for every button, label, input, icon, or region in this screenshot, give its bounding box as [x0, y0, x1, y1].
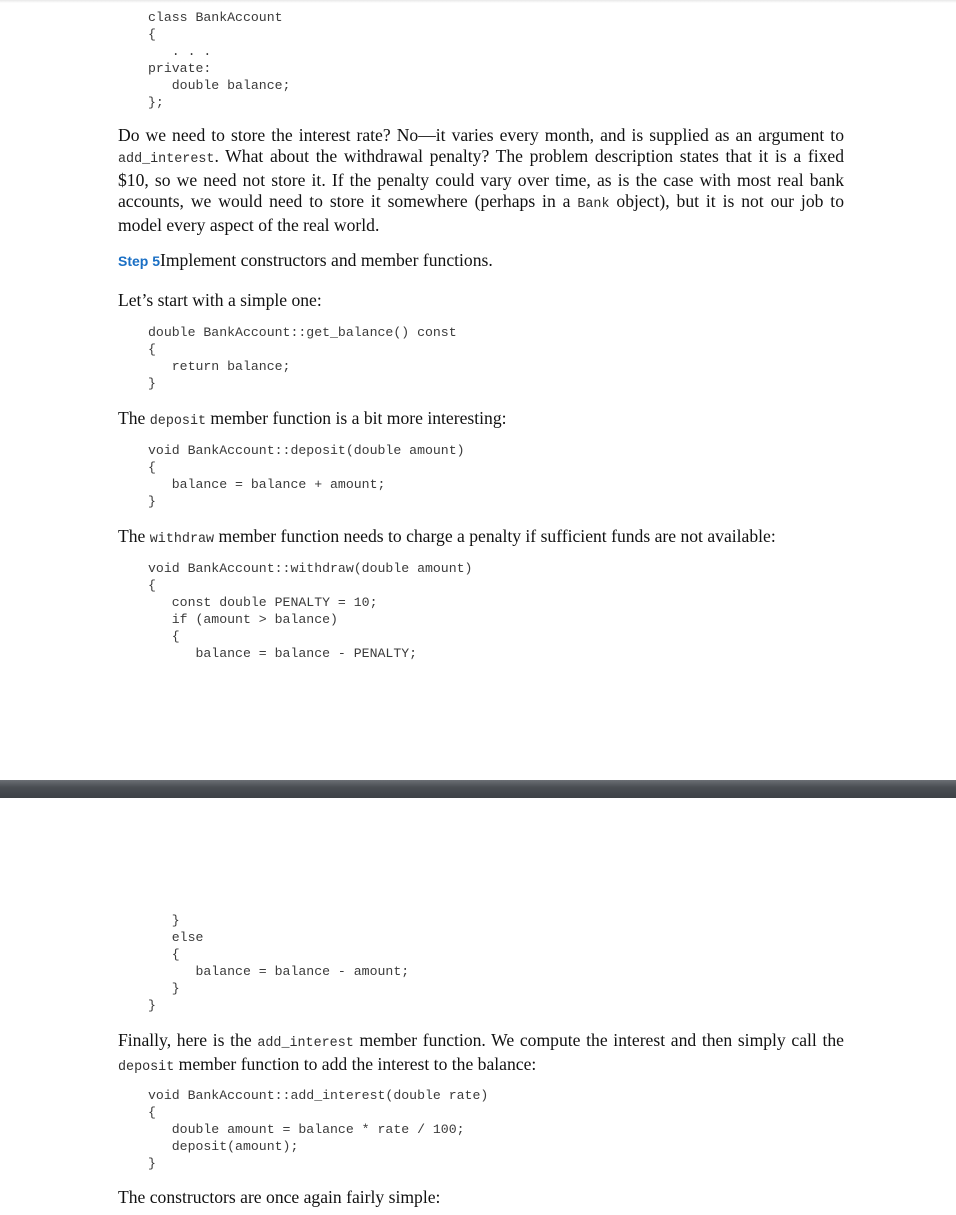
- top-edge: [0, 0, 956, 3]
- step-5-heading: [118, 250, 844, 272]
- paragraph-deposit: The deposit member function is a bit more interesting:: [118, 408, 507, 429]
- code-bankaccount-class: class BankAccount { . . . private: double balance; };: [148, 10, 291, 110]
- page-break-bar: [0, 780, 956, 798]
- paragraph-interest-rate: Do we need to store the interest rate? No—it varies every month, and is supplied as an argument to add_interest. What about the withdrawal penalty? The problem description states that it is a fixed $10, so we need not store it. If the penalty could vary over time, as is the case with most real bank accounts, we would need to store it somewhere (perhaps in a Bank object), but it is not our job to model every aspect of the real world.: [118, 125, 844, 235]
- code-deposit: void BankAccount::deposit(double amount) { balance = balance + amount; }: [148, 443, 465, 509]
- step-text: Implement constructors and member functions.: [160, 250, 493, 270]
- code-withdraw-part2: } else { balance = balance - amount; } }: [148, 913, 410, 1013]
- paragraph-simple-one: Let’s start with a simple one:: [118, 290, 322, 310]
- step-label: Step 5: [118, 253, 161, 269]
- page-bottom: [0, 798, 956, 1215]
- code-withdraw-part1: void BankAccount::withdraw(double amount) { const double PENALTY = 10; if (amount > balance) { balance = balance - PENALTY;: [148, 561, 473, 661]
- paragraph-withdraw: The withdraw member function needs to charge a penalty if sufficient funds are not available:: [118, 526, 776, 547]
- paragraph-add-interest: Finally, here is the add_interest member function. We compute the interest and then simply call the deposit member function to add the interest to the balance:: [118, 1030, 844, 1075]
- code-get-balance: double BankAccount::get_balance() const { return balance; }: [148, 325, 457, 391]
- code-add-interest: void BankAccount::add_interest(double rate) { double amount = balance * rate / 100; deposit(amount); }: [148, 1088, 489, 1171]
- paragraph-constructors: The constructors are once again fairly simple:: [118, 1187, 441, 1207]
